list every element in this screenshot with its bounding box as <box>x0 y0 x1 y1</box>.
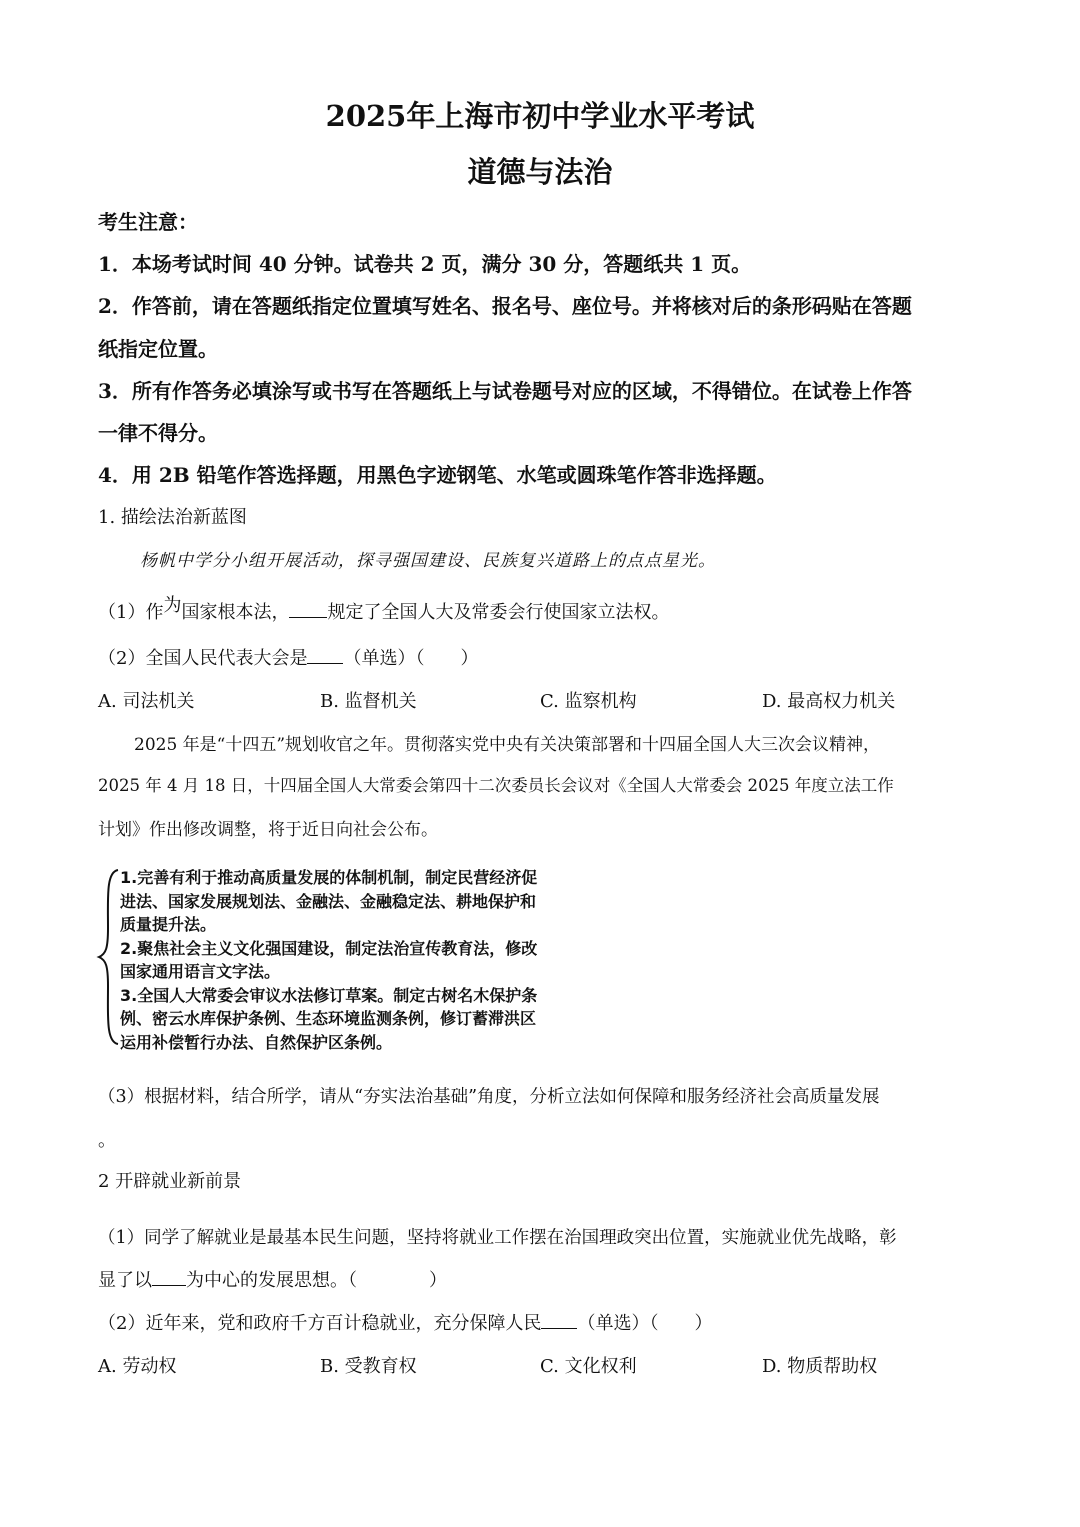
box-line-5: 国家通用语言文字法。 <box>120 962 281 981</box>
legislation-plan-box <box>120 866 537 1054</box>
q1-option-c: C. 监察机构 <box>540 691 637 712</box>
q1-sub2-prefix: （2）全国人民代表大会是 <box>98 648 308 669</box>
box-line-3: 质量提升法。 <box>120 915 217 934</box>
q1-sub1-blank[interactable] <box>289 601 327 618</box>
q2-sub1-blank[interactable] <box>152 1269 186 1286</box>
notice-item-1: 1．本场考试时间 40 分钟。试卷共 2 页，满分 30 分，答题纸共 1 页。 <box>98 252 752 276</box>
q1-sub3-line-2: 。 <box>98 1130 116 1151</box>
q1-sub1-mid: 国家根本法， <box>181 602 290 623</box>
q1-intro: 杨帆中学分小组开展活动，探寻强国建设、民族复兴道路上的点点星光。 <box>140 551 716 571</box>
notice-heading: 考生注意： <box>98 210 198 234</box>
q2-sub1-line-1: （1）同学了解就业是最基本民生问题，坚持将就业工作摆在治国理政突出位置，实施就业优先战略，彰 <box>98 1228 897 1248</box>
q1-material-line-1: 2025 年是“十四五”规划收官之年。贯彻落实党中央有关决策部署和十四届全国人大三次会议精神， <box>134 735 881 755</box>
q2-sub2-prefix: （2）近年来，党和政府千方百计稳就业，充分保障人民 <box>98 1313 542 1334</box>
notice-item-2: 2．作答前，请在答题纸指定位置填写姓名、报名号、座位号。并将核对后的条形码贴在答题 <box>98 294 912 318</box>
notice-item-3-cont: 一律不得分。 <box>98 421 218 445</box>
q1-sub2 <box>98 644 478 670</box>
box-line-8: 运用补偿暂行办法、自然保护区条例。 <box>120 1032 393 1052</box>
notice-item-3: 3．所有作答务必填涂写或书写在答题纸上与试卷题号对应的区域，不得错位。在试卷上作答 <box>98 379 912 403</box>
box-line-6: 3.全国人大常委会审议水法修订草案。制定古树名木保护条 <box>120 985 538 1005</box>
q2-option-d: D. 物质帮助权 <box>762 1356 878 1377</box>
q1-sub1 <box>98 595 670 624</box>
q2-sub1-prefix: 显了以 <box>98 1270 152 1291</box>
box-line-2: 进法、国家发展规划法、金融法、金融稳定法、耕地保护和 <box>120 891 537 911</box>
q2-sub2 <box>98 1309 712 1335</box>
q2-option-a: A. 劳动权 <box>98 1356 177 1377</box>
q1-material-line-3: 计划》作出修改调整，将于近日向社会公布。 <box>98 820 438 840</box>
q1-option-b: B. 监督机关 <box>320 691 417 712</box>
q2-option-c: C. 文化权利 <box>540 1356 637 1377</box>
q1-sub2-suffix: （单选）（ ） <box>343 648 479 669</box>
q1-sub1-suffix: 规定了全国人大及常委会行使国家立法权。 <box>327 602 670 623</box>
q2-sub2-blank[interactable] <box>541 1312 577 1329</box>
q1-heading: 1. 描绘法治新蓝图 <box>98 507 247 528</box>
q2-heading: 2 开辟就业新前景 <box>98 1171 242 1192</box>
q1-sub1-raised-char: 为 <box>163 595 182 616</box>
q2-option-b: B. 受教育权 <box>320 1356 417 1377</box>
q1-sub2-blank[interactable] <box>307 647 343 664</box>
q1-sub3-line-1: （3）根据材料，结合所学，请从“夯实法治基础”角度，分析立法如何保障和服务经济社会高质量发展 <box>98 1087 880 1107</box>
exam-subject: 道德与法治 <box>467 155 613 189</box>
q1-option-a: A. 司法机关 <box>98 691 195 712</box>
exam-title: 2025年上海市初中学业水平考试 <box>325 99 755 133</box>
q1-option-d: D. 最高权力机关 <box>762 691 896 712</box>
box-line-7: 例、密云水库保护条例、生态环境监测条例，修订蓄滞洪区 <box>120 1009 537 1028</box>
q1-sub1-prefix: （1）作 <box>98 602 164 623</box>
box-line-4: 2.聚焦社会主义文化强国建设，制定法治宣传教育法，修改 <box>120 938 538 958</box>
curly-brace-icon <box>96 868 122 1046</box>
q1-material-line-2: 2025 年 4 月 18 日，十四届全国人大常委会第四十二次委员长会议对《全国人大常委会 2025 年度立法工作 <box>98 776 894 795</box>
q2-sub2-suffix: （单选）（ ） <box>577 1313 713 1334</box>
q2-sub1-line-2 <box>98 1266 447 1292</box>
notice-item-2-cont: 纸指定位置。 <box>98 337 218 361</box>
q2-sub1-suffix: 为中心的发展思想。（ ） <box>186 1270 447 1291</box>
box-line-1: 1.完善有利于推动高质量发展的体制机制，制定民营经济促 <box>120 868 538 887</box>
notice-item-4: 4．用 2B 铅笔作答选择题，用黑色字迹钢笔、水笔或圆珠笔作答非选择题。 <box>98 463 777 487</box>
